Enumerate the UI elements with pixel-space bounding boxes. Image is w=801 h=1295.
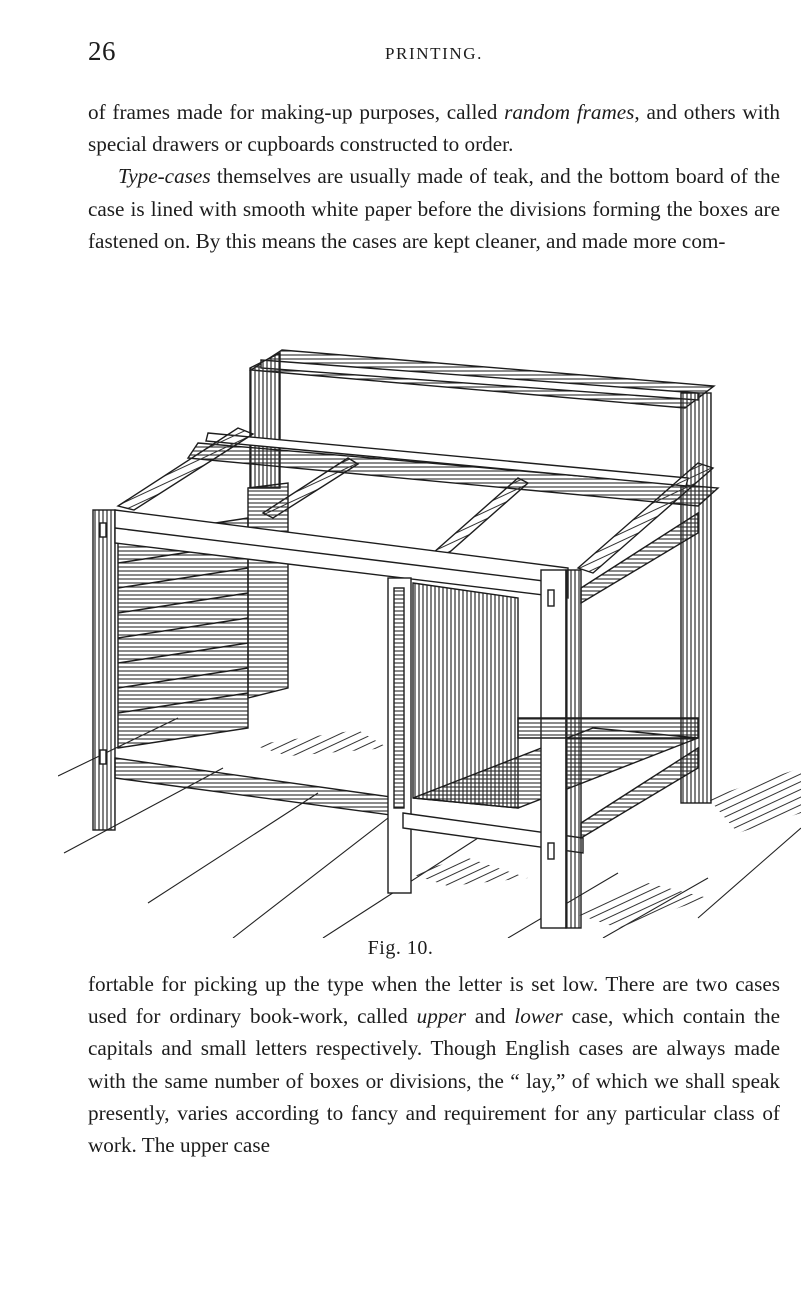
body-text-top bbox=[88, 96, 780, 257]
italic-term-type-cases: Type-cases bbox=[118, 164, 211, 189]
running-head: PRINTING. bbox=[385, 44, 483, 63]
frame-structure bbox=[93, 350, 718, 928]
page-header bbox=[88, 36, 780, 80]
italic-term-upper: upper bbox=[416, 1004, 467, 1029]
body-text-bottom bbox=[88, 968, 780, 1161]
paragraph-type-cases: Type-cases themselves are usually made of teak, and the bottom board of the case is lined with smooth white paper before the divisions forming the boxes are fastened on. By this means the cases are kept cleaner, and made more com- bbox=[88, 164, 780, 253]
italic-term-lower: lower bbox=[514, 1004, 563, 1029]
frame-engraving bbox=[58, 338, 801, 938]
figure-frame-illustration bbox=[58, 338, 801, 938]
italic-term-random-frames: random frames bbox=[504, 100, 635, 124]
figure-caption: Fig. 10. bbox=[367, 937, 434, 959]
paragraph-upper-lower-case: fortable for picking up the type when the letter is set low. There are two cases used for ordinary book-work, called upper and lower case, which contain the capitals and small letters respectively. Though English cases are always made with the same number of boxes or divisions, the “ lay,” of which we shall speak presently, varies according to fancy and requirement for any particular class of work. The upper case bbox=[88, 972, 781, 1158]
page-number: 26 bbox=[88, 36, 116, 66]
paragraph-random-frames: of frames made for making-up purposes, called random frames, and others with special drawers or cupboards constructed to order. bbox=[88, 100, 780, 157]
